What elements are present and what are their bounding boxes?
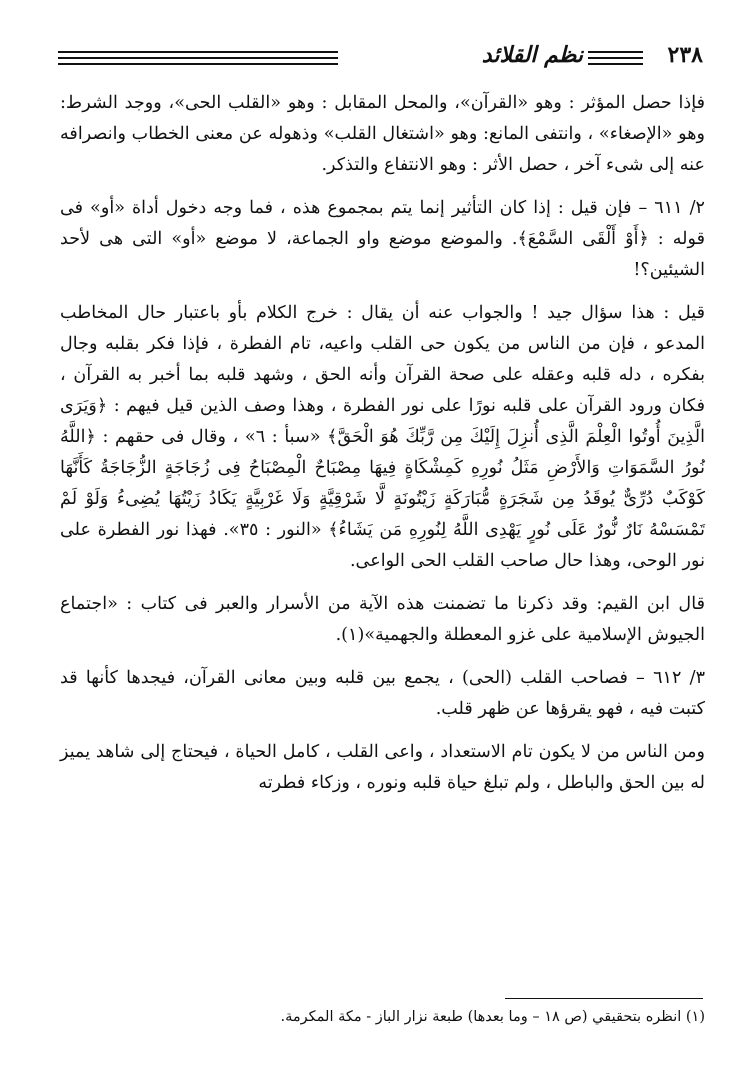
page-number: ٢٣٨ [667,42,703,68]
header-rule [588,63,643,65]
header-rule [588,51,643,53]
header-rule [58,57,338,59]
paragraph: فإذا حصل المؤثر : وهو «القرآن»، والمحل المقابل : وهو «القلب الحى»، ووجد الشرط: وهو «الإصغاء» ، وانتفى المانع: وهو «اشتغال القلب» وذهوله عن معنى الخطاب وانصرافه عنه إلى شىء آخر ، حصل الأثر : وهو الانتفاع والتذكر. [60,93,705,175]
paragraph: قيل : هذا سؤال جيد ! والجواب عنه أن يقال : خرج الكلام بأو باعتبار حال المخاطب المدعو ، فإن من الناس من يكون حى القلب واعيه، تام الفطرة ، فإذا فكر بقلبه وجال بفكره ، دله قلبه وعقله على صحة القرآن وأنه الحق ، وشهد قلبه بما أخبر به القرآن ، فكان ورود القرآن على قلبه نورًا على نور الفطرة ، وهذا وصف الذين قيل فيهم : ﴿وَيَرَى الَّذِينَ أُوتُوا الْعِلْمَ الَّذِى أُنزِلَ إِلَيْكَ مِن رَّبِّكَ هُوَ الْحَقَّ﴾ «سبأ : ٦» ، وقال فى حقهم : ﴿اللَّهُ نُورُ السَّمَوَاتِ وَالأَرْضِ مَثَلُ نُورِهِ كَمِشْكَاةٍ فِيهَا مِصْبَاحٌ الْمِصْبَاحُ فِى زُجَاجَةٍ الزُّجَاجَةُ كَأَنَّهَا كَوْكَبٌ دُرِّىٌّ يُوقَدُ مِن شَجَرَةٍ مُّبَارَكَةٍ زَيْتُونَةٍ لَّا شَرْقِيَّةٍ وَلَا غَرْبِيَّةٍ يَكَادُ زَيْتُهَا يُضِىءُ وَلَوْ لَمْ تَمْسَسْهُ نَارٌ نُّورٌ عَلَى نُورٍ يَهْدِى اللَّهُ لِنُورِهِ مَن يَشَاءُ﴾ «النور : ٣٥». فهذا نور الفطرة على نور الوحى، وهذا حال صاحب القلب الحى الواعى. [60,303,705,571]
body-text [60,88,705,809]
page-header [58,38,703,78]
paragraph: ٢/ ٦١١ – فإن قيل : إذا كان التأثير إنما يتم بمجموع هذه ، فما وجه دخول أداة «أو» فى قوله : ﴿أَوْ أَلْقَى السَّمْعَ﴾. والموضع موضع واو الجماعة، لا موضع «أو» التى هى لأحد الشيئين؟! [60,198,705,280]
paragraph: ٣/ ٦١٢ – فصاحب القلب (الحى) ، يجمع بين قلبه وبين معانى القرآن، فيجدها كأنها قد كتبت فيه ، فهو يقرؤها عن ظهر قلب. [60,668,706,719]
footnote: (١) انظره بتحقيقي (ص ١٨ – وما بعدها) طبعة نزار الباز - مكة المكرمة. [280,1009,705,1025]
header-rule [588,57,643,59]
running-title: نظم القلائد [481,42,583,68]
header-rule [58,51,338,53]
footnote-separator [505,998,703,999]
paragraph: ومن الناس من لا يكون تام الاستعداد ، واعى القلب ، كامل الحياة ، فيحتاج إلى شاهد يميز له بين الحق والباطل ، ولم تبلغ حياة قلبه ونوره ، وزكاء فطرته [60,742,705,793]
header-rule [58,63,338,65]
paragraph: قال ابن القيم: وقد ذكرنا ما تضمنت هذه الآية من الأسرار والعبر فى كتاب : «اجتماع الجيوش الإسلامية على غزو المعطلة والجهمية»(١). [60,594,705,645]
